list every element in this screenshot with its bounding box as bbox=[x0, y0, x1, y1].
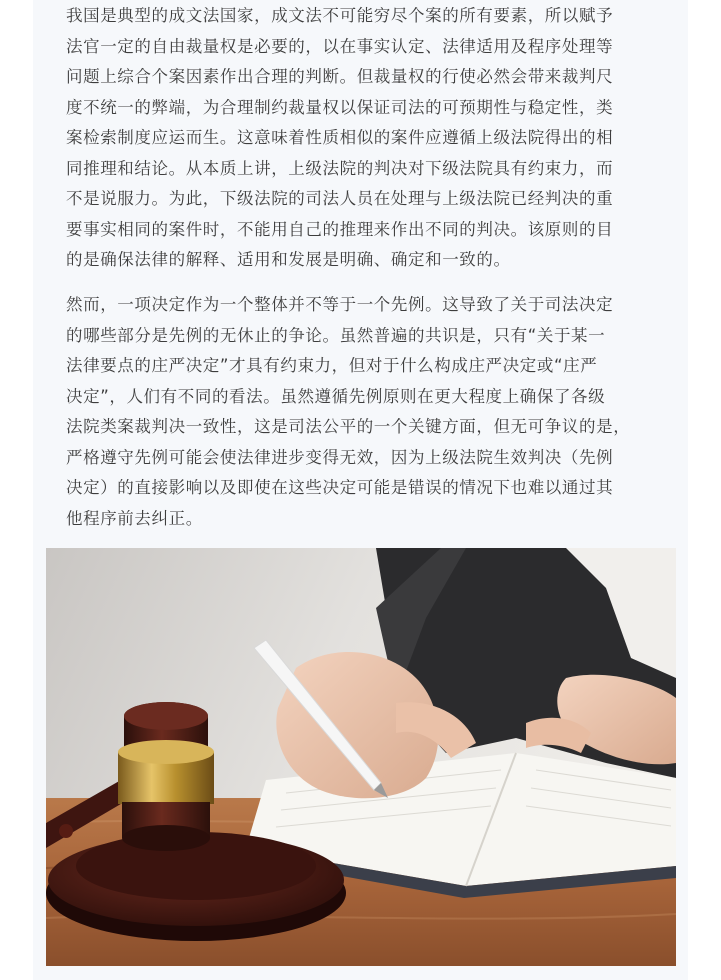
paragraph-2 bbox=[66, 290, 630, 534]
paragraph-line: 法院类案裁判决一致性，这是司法公平的一个关键方面，但无可争议的是， bbox=[66, 417, 631, 436]
paragraph-line: 度不统一的弊端，为合理制约裁量权以保证司法的可预期性与稳定性，类 bbox=[66, 97, 614, 117]
paragraph-line: 要事实相同的案件时，不能用自己的推理来作出不同的判决。该原则的目 bbox=[66, 219, 614, 239]
paragraph-line: 的哪些部分是先例的无休止的争论。虽然普遍的共识是，只有“关于某一 bbox=[66, 325, 606, 345]
paragraph-line: 法官一定的自由裁量权是必要的，以在事实认定、法律适用及程序处理等 bbox=[66, 36, 614, 56]
paragraph-line: 法律要点的庄严决定”才具有约束力，但对于什么构成庄严决定或“庄严 bbox=[66, 356, 598, 375]
paragraph-line: 我国是典型的成文法国家，成文法不可能穷尽个案的所有要素，所以赋予 bbox=[66, 6, 614, 25]
paragraph-line: 同推理和结论。从本质上讲，上级法院的判决对下级法院具有约束力，而 bbox=[66, 158, 614, 178]
paragraph-line: 不是说服力。为此，下级法院的司法人员在处理与上级法院已经判决的重 bbox=[66, 189, 614, 208]
paragraph-line: 然而，一项决定作为一个整体并不等于一个先例。这导致了关于司法决定 bbox=[66, 295, 614, 314]
paragraph-1 bbox=[66, 1, 613, 276]
paragraph-line: 他程序前去纠正。 bbox=[66, 508, 203, 528]
paragraph-line: 决定”，人们有不同的看法。虽然遵循先例原则在更大程度上确保了各级 bbox=[66, 386, 606, 406]
gavel-writing-photo bbox=[46, 548, 676, 966]
paragraph-line: 问题上综合个案因素作出合理的判断。但裁量权的行使必然会带来裁判尺 bbox=[66, 67, 614, 86]
paragraph-line: 严格遵守先例可能会使法律进步变得无效，因为上级法院生效判决（先例 bbox=[66, 447, 614, 467]
paragraph-line: 案检索制度应运而生。这意味着性质相似的案件应遵循上级法院得出的相 bbox=[66, 128, 614, 147]
paragraph-line: 的是确保法律的解释、适用和发展是明确、确定和一致的。 bbox=[66, 250, 511, 269]
paragraph-line: 决定）的直接影响以及即使在这些决定可能是错误的情况下也难以通过其 bbox=[66, 478, 614, 497]
